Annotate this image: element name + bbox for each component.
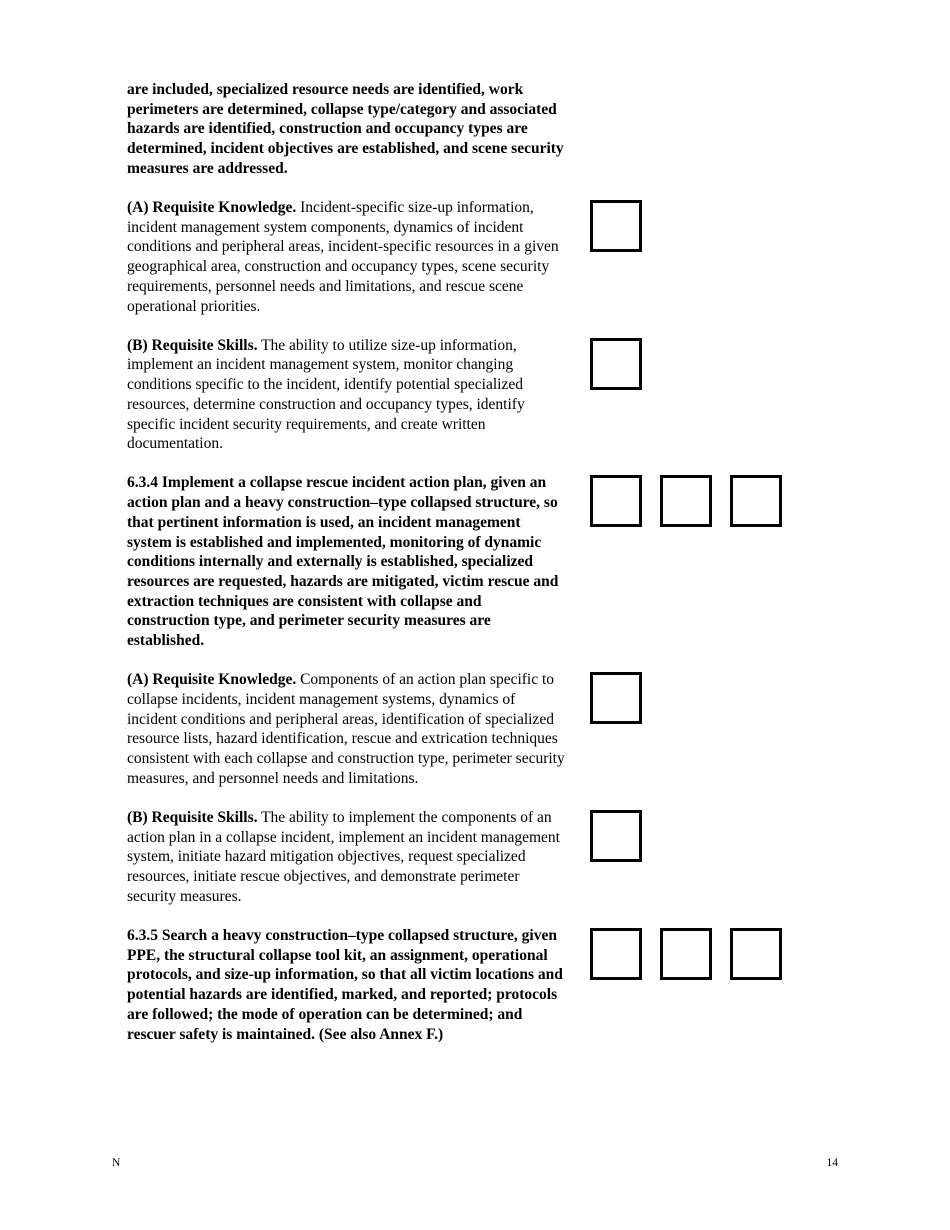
requirement-label: (A) Requisite Knowledge. xyxy=(127,671,297,689)
requirement-bold-text: 6.3.5 Search a heavy construction–type collapsed structure, given PPE, the structural collapse tool kit, an assignment, operational protocols, and size-up information, so that all victim locations and potential hazards are identified, marked, and reported; protocols are followed; the mode of operation can be determined; and rescuer safety is maintained. (See also Annex F.) xyxy=(127,927,563,1043)
checkbox-group xyxy=(590,338,642,390)
requirement-label: (B) Requisite Skills. xyxy=(127,809,258,826)
requirement-body-text: The ability to utilize size-up information, implement an incident management system, monitor changing conditions specific to the incident, identify potential specialized resources, determine construction and occupancy types, identify specific incident security requirements, and create written documentation. xyxy=(127,336,525,453)
requirement-body-text: Components of an action plan specific to collapse incidents, incident management systems, dynamics of incident conditions and peripheral areas, identification of specialized resource lists, hazard identification, rescue and extrication techniques consistent with each collapse and construction type, perimeter security measures, and personnel needs and limitations. xyxy=(127,671,565,787)
requirement-block-635-knowledge xyxy=(127,670,817,788)
requirement-body-text: The ability to implement the components of an action plan in a collapse incident, implement an incident management system, initiate hazard mitigation objectives, request specialized resources, initiate rescue objectives, and demonstrate perimeter security measures. xyxy=(127,809,560,905)
page-number: 14 xyxy=(826,1157,838,1169)
requirement-label: (B) Requisite Skills. xyxy=(127,336,258,354)
evaluation-checkbox[interactable] xyxy=(590,928,642,980)
requirement-block-634-skills xyxy=(127,336,817,454)
evaluation-checkbox[interactable] xyxy=(590,338,642,390)
footer-left-marker: N xyxy=(112,1157,121,1169)
evaluation-checkbox[interactable] xyxy=(590,200,642,252)
requirement-text xyxy=(127,336,568,454)
requirement-text xyxy=(127,670,568,788)
requirement-label: (A) Requisite Knowledge. xyxy=(127,199,297,217)
requirement-text xyxy=(127,926,568,1044)
requirement-bold-text: 6.3.4 Implement a collapse rescue incident action plan, given an action plan and a heavy construction–type collapsed structure, so that pertinent information is used, an incident management system is established and implemented, monitoring of dynamic conditions internally and externally is established, specialized resources are requested, hazards are mitigated, victim rescue and extraction techniques are consistent with collapse and construction type, and perimeter security measures are established. xyxy=(127,474,559,650)
evaluation-checkbox[interactable] xyxy=(730,475,782,527)
requirement-block-635 xyxy=(127,926,817,1044)
requirement-block-634 xyxy=(127,473,817,650)
page-footer xyxy=(112,1156,838,1170)
evaluation-checkbox[interactable] xyxy=(730,928,782,980)
evaluation-checkbox[interactable] xyxy=(660,928,712,980)
checkbox-group xyxy=(590,672,642,724)
evaluation-checkbox[interactable] xyxy=(590,810,642,862)
checkbox-group xyxy=(590,810,642,862)
document-body xyxy=(127,80,817,1064)
checkbox-group xyxy=(590,200,642,252)
requirement-block-634-knowledge xyxy=(127,198,817,316)
evaluation-checkbox[interactable] xyxy=(660,475,712,527)
requirement-block-continuation xyxy=(127,80,817,179)
requirement-text xyxy=(127,80,568,179)
checkbox-group xyxy=(590,475,782,527)
requirement-text xyxy=(127,808,568,907)
requirement-block-635-skills xyxy=(127,808,817,907)
checkbox-group xyxy=(590,928,782,980)
evaluation-checkbox[interactable] xyxy=(590,672,642,724)
requirement-body-text: Incident-specific size-up information, incident management system components, dynamics of incident conditions and peripheral areas, incident-specific resources in a given geographical area, construction and occupancy types, scene security requirements, personnel needs and limitations, and rescue scene operational priorities. xyxy=(127,199,559,315)
requirement-text xyxy=(127,198,568,316)
requirement-text xyxy=(127,473,568,650)
evaluation-checkbox[interactable] xyxy=(590,475,642,527)
requirement-bold-text: are included, specialized resource needs are identified, work perimeters are determined, collapse type/category and associated hazards are identified, construction and occupancy types are determined, incident objectives are established, and scene security measures are addressed. xyxy=(127,81,564,177)
